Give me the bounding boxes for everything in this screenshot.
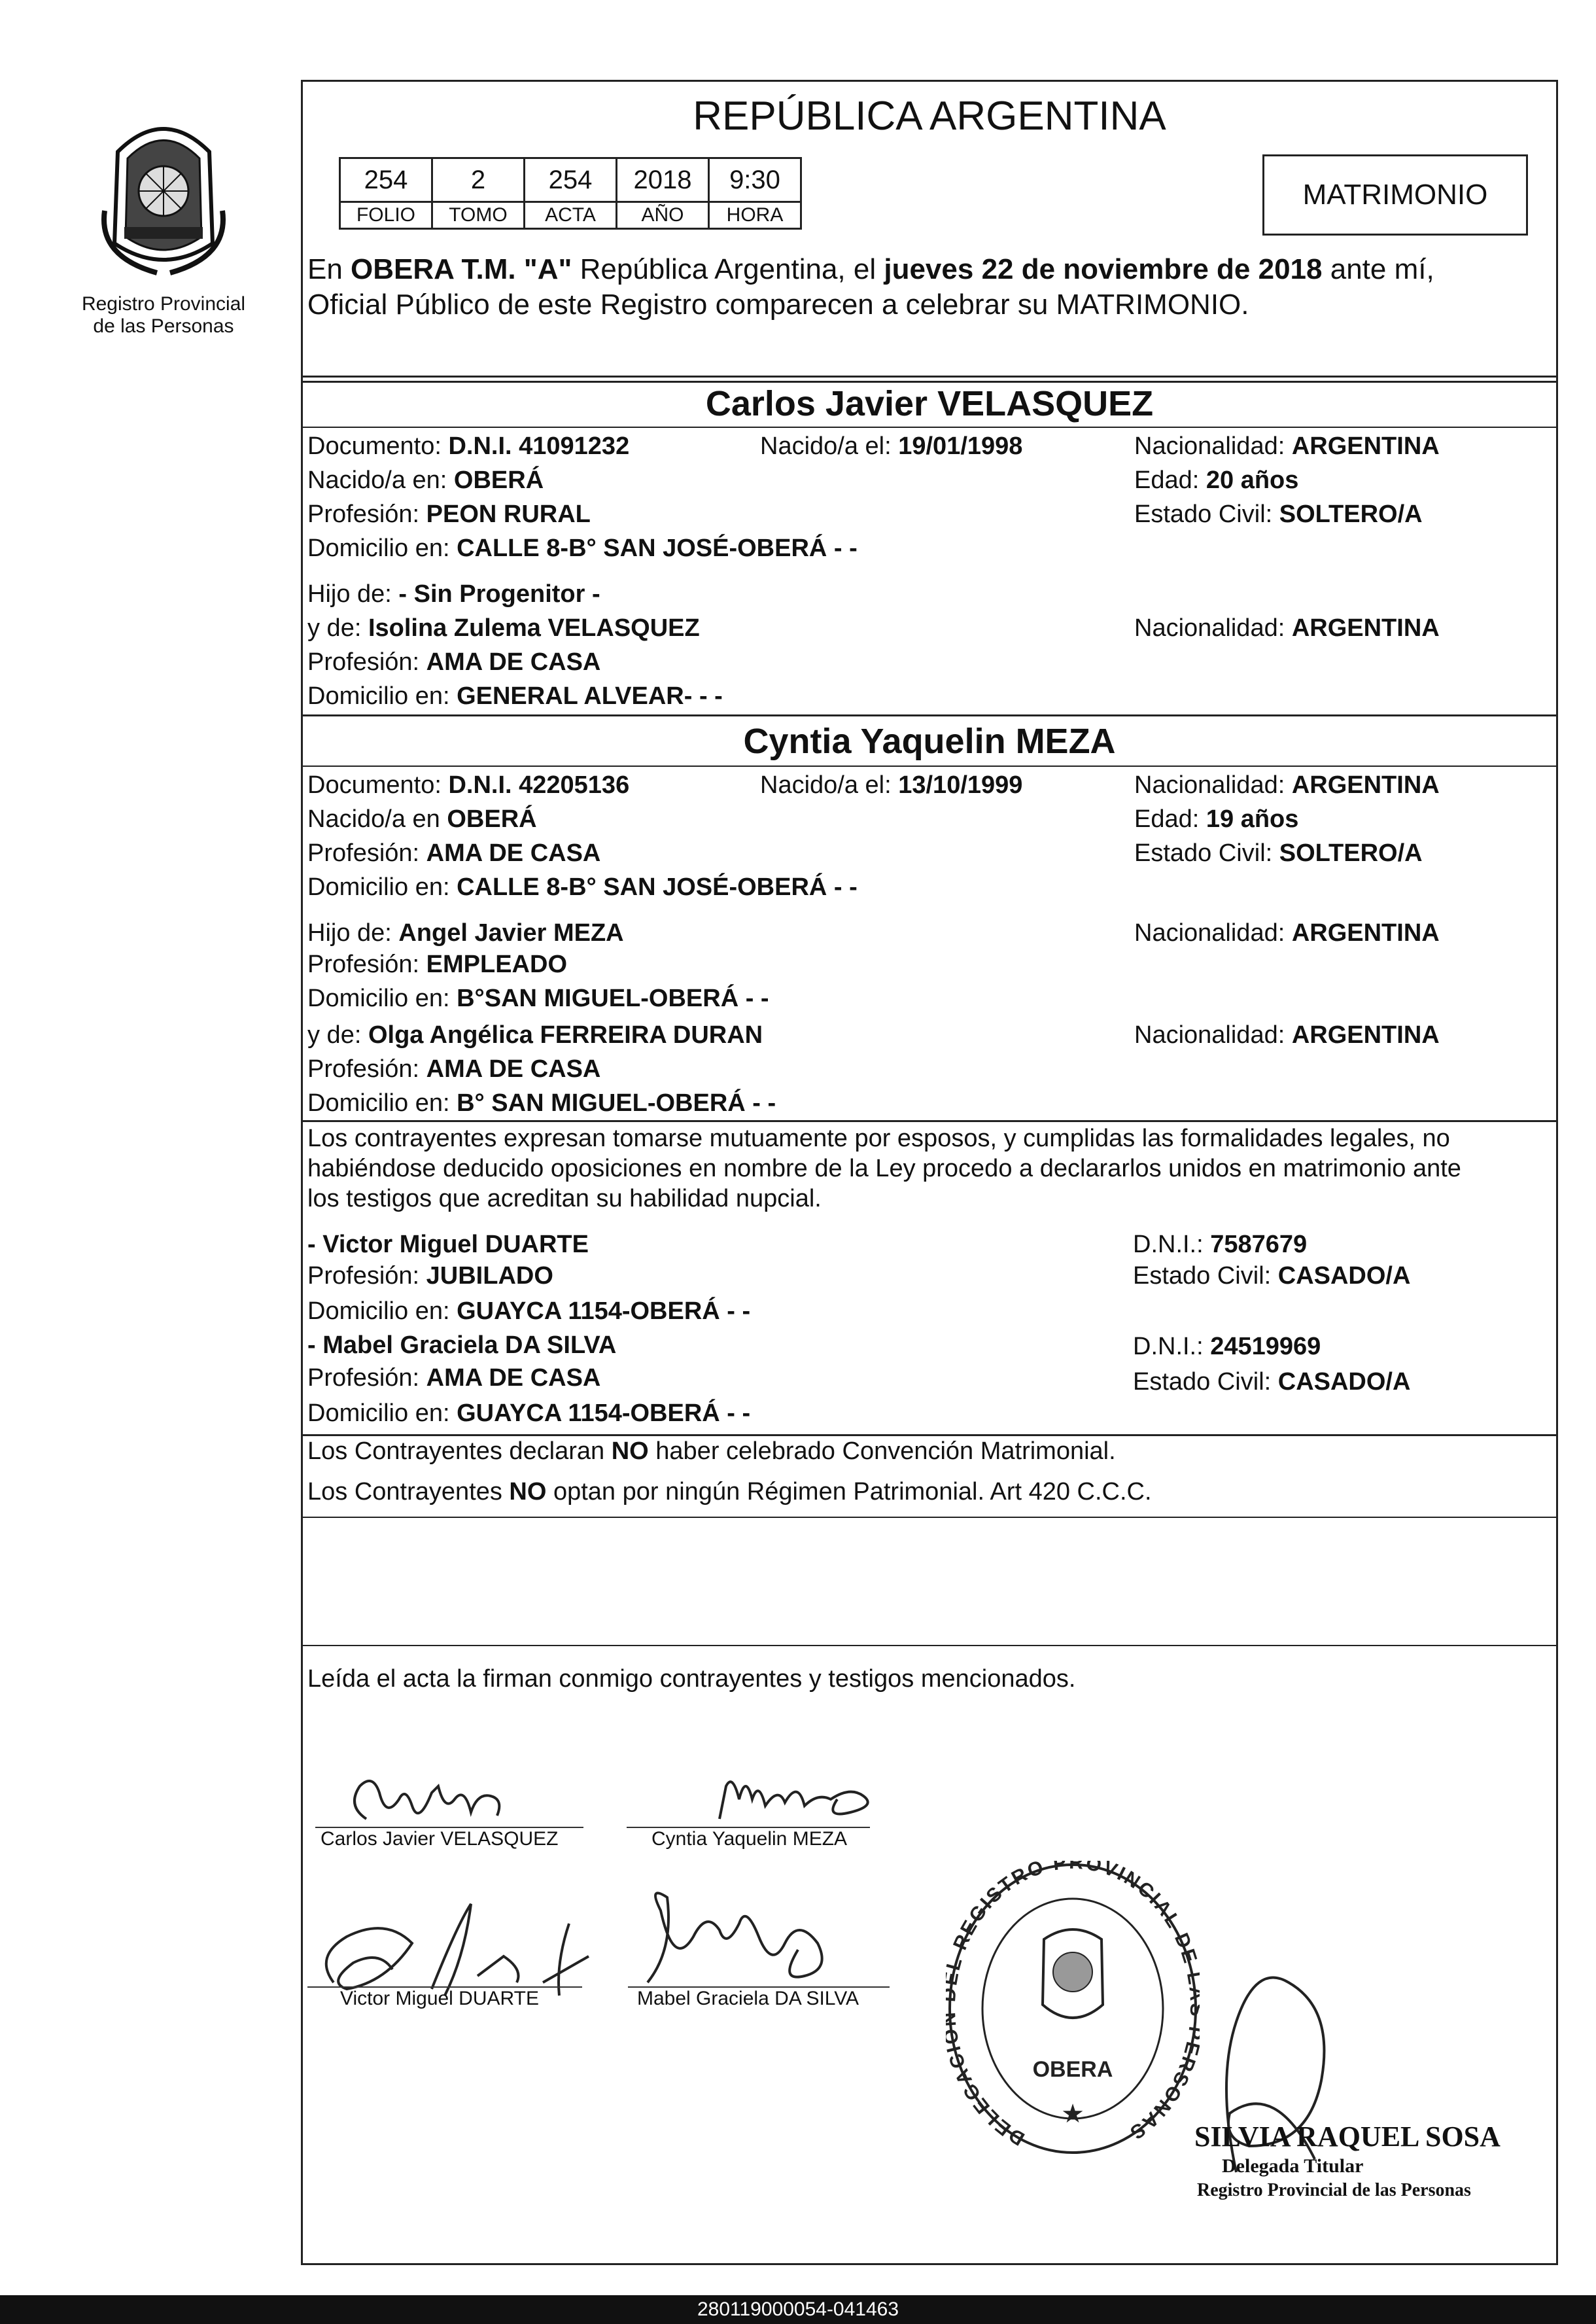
groom-madre-domicilio <box>307 682 723 711</box>
witness-1-estado <box>1133 1261 1410 1290</box>
value: 19/01/1998 <box>898 432 1023 460</box>
closing-text: Leída el acta la firman conmigo contrayentes y testigos mencionados. <box>307 1665 1076 1693</box>
witness-2-domicilio <box>307 1399 750 1428</box>
divider-groom-name <box>301 427 1558 428</box>
groom-lugar <box>307 466 544 495</box>
intro-text-3: ante mí, <box>1322 253 1434 285</box>
label: Hijo de: <box>307 919 399 947</box>
value: CASADO/A <box>1277 1368 1411 1396</box>
label: Nacido/a en <box>307 805 447 833</box>
label: Edad: <box>1134 805 1206 833</box>
value: ARGENTINA <box>1291 1021 1440 1049</box>
tomo-label: TOMO <box>432 202 525 229</box>
label: Nacionalidad: <box>1134 919 1292 947</box>
acta-label: ACTA <box>525 202 617 229</box>
page-title: REPÚBLICA ARGENTINA <box>693 94 1166 139</box>
intro-line-2: Oficial Público de este Registro comparecen a celebrar su MATRIMONIO. <box>307 289 1249 321</box>
groom-profesion <box>307 500 591 529</box>
intro-place: OBERA T.M. "A" <box>351 253 572 285</box>
groom-documento <box>307 432 629 461</box>
official-office: Registro Provincial de las Personas <box>1197 2180 1471 2200</box>
label: Documento: <box>307 432 449 460</box>
groom-madre-nacionalidad <box>1134 614 1440 643</box>
label: Profesión: <box>307 951 426 978</box>
value: AMA DE CASA <box>426 839 601 867</box>
value: - Sin Progenitor - <box>398 580 600 608</box>
value: Isolina Zulema VELASQUEZ <box>368 614 700 642</box>
bride-domicilio <box>307 873 858 902</box>
value: AMA DE CASA <box>426 648 601 676</box>
intro-text: En <box>307 253 351 285</box>
witness-2-signature <box>628 1871 863 1996</box>
divider-closing <box>301 1645 1558 1646</box>
label: Nacionalidad: <box>1134 771 1292 799</box>
value: D.N.I. 41091232 <box>448 432 630 460</box>
label: Edad: <box>1134 467 1206 494</box>
value: 19 años <box>1206 805 1299 833</box>
label: Profesión: <box>307 1262 426 1290</box>
text-2: haber celebrado Convención Matrimonial. <box>648 1437 1116 1465</box>
label: Estado Civil: <box>1134 839 1279 867</box>
bride-estado <box>1134 839 1423 868</box>
groom-nacido <box>760 432 1022 461</box>
registry-table <box>339 157 802 230</box>
value: EMPLEADO <box>426 951 568 978</box>
bride-signature <box>706 1760 903 1832</box>
value: JUBILADO <box>426 1262 553 1290</box>
value: B°SAN MIGUEL-OBERÁ - - <box>457 985 769 1012</box>
provincial-seal-icon <box>78 113 249 289</box>
value: SOLTERO/A <box>1279 839 1423 867</box>
label: Profesión: <box>307 839 426 867</box>
intro-text-2: República Argentina, el <box>572 253 884 285</box>
value: CASADO/A <box>1277 1262 1411 1290</box>
witness-2-name: - Mabel Graciela DA SILVA <box>307 1331 617 1359</box>
anio-label: AÑO <box>617 202 709 229</box>
groom-nacionalidad <box>1134 432 1440 461</box>
value: 13/10/1999 <box>898 771 1023 799</box>
witness-1-name: - Victor Miguel DUARTE <box>307 1231 589 1258</box>
groom-edad <box>1134 466 1298 495</box>
value: GUAYCA 1154-OBERÁ - - <box>457 1297 751 1325</box>
value: D.N.I. 42205136 <box>448 771 630 799</box>
logo-caption-1: Registro Provincial <box>81 293 246 315</box>
value: CALLE 8-B° SAN JOSÉ-OBERÁ - - <box>457 873 858 901</box>
label: Profesión: <box>307 648 426 676</box>
label: y de: <box>307 1021 368 1049</box>
label: Domicilio en: <box>307 1297 457 1325</box>
bride-lugar <box>307 805 537 834</box>
hora-label: HORA <box>709 202 801 229</box>
value: ARGENTINA <box>1291 432 1440 460</box>
witness-1-dni <box>1133 1230 1307 1259</box>
label: Domicilio en: <box>307 682 457 710</box>
value: GENERAL ALVEAR- - - <box>457 682 723 710</box>
groom-madre-profesion <box>307 648 600 677</box>
acta-value: 254 <box>525 158 617 202</box>
label: Nacionalidad: <box>1134 432 1292 460</box>
value: AMA DE CASA <box>426 1055 601 1083</box>
value: 20 años <box>1206 467 1299 494</box>
label: Hijo de: <box>307 580 399 608</box>
declaration-line-1: Los contrayentes expresan tomarse mutuamente por esposos, y cumplidas las formalidades legales, no <box>307 1125 1450 1152</box>
value: ARGENTINA <box>1291 919 1440 947</box>
divider-header <box>301 376 1558 378</box>
declaration-line-2: habiéndose deducido oposiciones en nombre de la Ley procedo a declararlos unidos en matrimonio ante <box>307 1155 1461 1182</box>
bride-edad <box>1134 805 1298 834</box>
bride-signature-label: Cyntia Yaquelin MEZA <box>651 1828 848 1850</box>
bride-padre-profesion <box>307 950 567 979</box>
bride-madre-profesion <box>307 1055 600 1083</box>
label: Domicilio en: <box>307 873 457 901</box>
svg-text:★: ★ <box>1061 2100 1084 2128</box>
bride-madre-nacionalidad <box>1134 1021 1440 1049</box>
document-code-footer: 280119000054-041463 <box>0 2295 1596 2324</box>
label: Nacido/a el: <box>760 432 899 460</box>
label: Nacido/a en: <box>307 467 454 494</box>
groom-padre <box>307 580 600 608</box>
label: Profesión: <box>307 1364 426 1392</box>
value: AMA DE CASA <box>426 1364 601 1392</box>
value: B° SAN MIGUEL-OBERÁ - - <box>457 1089 776 1117</box>
label: Nacionalidad: <box>1134 614 1292 642</box>
anio-value: 2018 <box>617 158 709 202</box>
label: Profesión: <box>307 501 426 528</box>
label: Estado Civil: <box>1134 501 1279 528</box>
official-stamp <box>946 1861 1200 2157</box>
tomo-value: 2 <box>432 158 525 202</box>
witness-1-domicilio <box>307 1297 750 1326</box>
value: 24519969 <box>1210 1333 1321 1360</box>
text-2: optan por ningún Régimen Patrimonial. Art 420 C.C.C. <box>546 1478 1152 1505</box>
bride-documento <box>307 771 629 800</box>
declaration-line-3: los testigos que acreditan su habilidad nupcial. <box>307 1185 822 1212</box>
groom-estado <box>1134 500 1423 529</box>
value: Olga Angélica FERREIRA DURAN <box>368 1021 763 1049</box>
official-name: SILVIA RAQUEL SOSA <box>1194 2121 1501 2153</box>
label: Domicilio en: <box>307 1400 457 1427</box>
folio-label: FOLIO <box>340 202 432 229</box>
label: Estado Civil: <box>1133 1368 1278 1396</box>
value: GUAYCA 1154-OBERÁ - - <box>457 1400 751 1427</box>
bride-padre <box>307 919 624 947</box>
bride-profesion <box>307 839 600 868</box>
convention-line-2 <box>307 1477 1152 1506</box>
text: Los Contrayentes declaran <box>307 1437 612 1465</box>
label: Documento: <box>307 771 449 799</box>
label: y de: <box>307 614 368 642</box>
stamp-city: OBERA <box>1032 2057 1113 2082</box>
value: PEON RURAL <box>426 501 591 528</box>
divider-bride-name <box>301 766 1558 767</box>
logo-caption-2: de las Personas <box>93 315 234 337</box>
delegation-seal-icon <box>946 1861 1200 2157</box>
witness-1-signature-label: Victor Miguel DUARTE <box>340 1988 539 2009</box>
value: SOLTERO/A <box>1279 501 1423 528</box>
groom-signature-label: Carlos Javier VELASQUEZ <box>321 1828 559 1850</box>
groom-name: Carlos Javier VELASQUEZ <box>705 384 1154 423</box>
bride-name: Cyntia Yaquelin MEZA <box>743 722 1116 761</box>
bride-padre-nacionalidad <box>1134 919 1440 947</box>
bride-nacido <box>760 771 1022 800</box>
witness-2-signature-label: Mabel Graciela DA SILVA <box>637 1988 859 2009</box>
divider-convention <box>301 1434 1558 1436</box>
no-flag: NO <box>509 1478 547 1505</box>
value: ARGENTINA <box>1291 614 1440 642</box>
intro-date: jueves 22 de noviembre de 2018 <box>884 253 1323 285</box>
text: Los Contrayentes <box>307 1478 510 1505</box>
convention-line-1 <box>307 1437 1116 1466</box>
divider-declaration <box>301 1120 1558 1122</box>
label: Domicilio en: <box>307 1089 457 1117</box>
label: Nacido/a el: <box>760 771 899 799</box>
hora-value: 9:30 <box>709 158 801 202</box>
label: D.N.I.: <box>1133 1333 1211 1360</box>
witness-2-estado <box>1133 1367 1410 1396</box>
label: Nacionalidad: <box>1134 1021 1292 1049</box>
value: OBERÁ <box>453 467 544 494</box>
label: Domicilio en: <box>307 535 457 562</box>
label: Profesión: <box>307 1055 426 1083</box>
registry-logo <box>78 113 249 289</box>
label: Domicilio en: <box>307 985 457 1012</box>
value: CALLE 8-B° SAN JOSÉ-OBERÁ - - <box>457 535 858 562</box>
bride-padre-domicilio <box>307 984 769 1013</box>
groom-madre <box>307 614 700 643</box>
divider-convention-bottom <box>301 1517 1558 1518</box>
folio-value: 254 <box>340 158 432 202</box>
value: ARGENTINA <box>1291 771 1440 799</box>
document-type-box: MATRIMONIO <box>1262 154 1528 236</box>
bride-nacionalidad <box>1134 771 1440 800</box>
label: D.N.I.: <box>1133 1231 1211 1258</box>
official-title: Delegada Titular <box>1222 2155 1364 2177</box>
value: OBERÁ <box>447 805 537 833</box>
no-flag: NO <box>611 1437 649 1465</box>
intro-line-1 <box>307 253 1434 287</box>
bride-madre-domicilio <box>307 1089 776 1118</box>
divider-bride-top <box>301 714 1558 716</box>
groom-domicilio <box>307 534 858 563</box>
witness-2-profesion <box>307 1364 600 1392</box>
label: Estado Civil: <box>1133 1262 1278 1290</box>
value: Angel Javier MEZA <box>398 919 624 947</box>
witness-2-dni <box>1133 1332 1321 1361</box>
bride-madre <box>307 1021 763 1049</box>
stamp-ring-text: DELEGAC REGISTRO PROVINCIAL DE RSONAS <box>946 1861 1200 2150</box>
witness-1-profesion <box>307 1261 553 1290</box>
value: 7587679 <box>1210 1231 1308 1258</box>
